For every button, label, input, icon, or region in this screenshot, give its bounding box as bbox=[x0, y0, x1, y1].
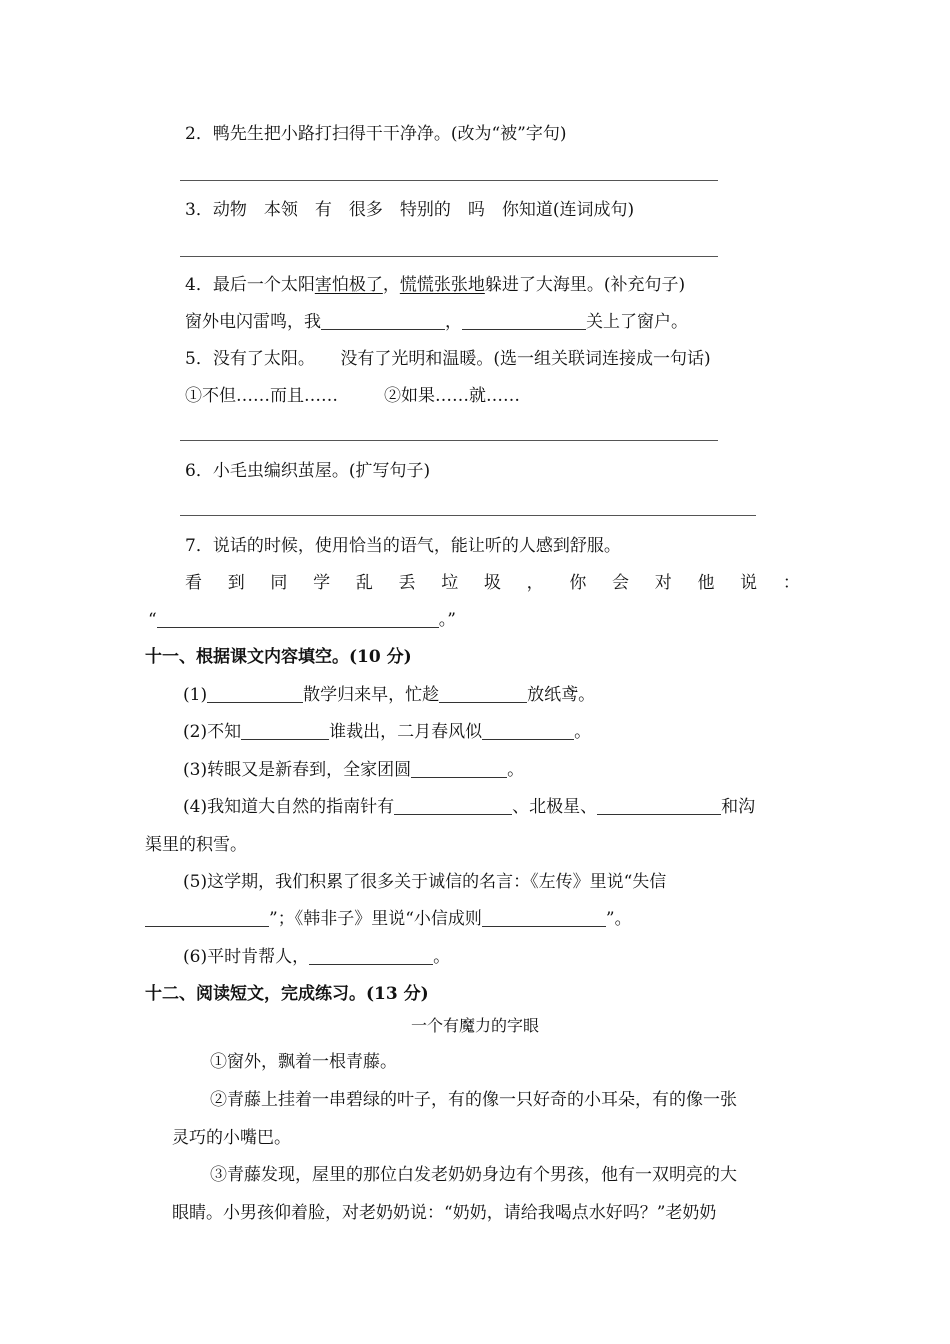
s11-item-1 bbox=[183, 684, 950, 706]
question-3: 3．动物 本领 有 很多 特别的 吗 你知道(连词成句) bbox=[185, 200, 635, 220]
q7-char: 同 bbox=[270, 573, 288, 593]
s11-item-1-num: (1) bbox=[183, 685, 208, 705]
s11-item-3 bbox=[183, 759, 950, 781]
answer-line-q5[interactable] bbox=[180, 440, 718, 441]
q7-char: ， bbox=[526, 573, 544, 593]
s11-item-6-end: 。 bbox=[433, 947, 451, 967]
question-5-options bbox=[185, 385, 950, 407]
blank-s11-3[interactable] bbox=[411, 760, 507, 778]
s11-item-3-end: 。 bbox=[507, 760, 525, 780]
blank-s11-4a[interactable] bbox=[394, 797, 512, 815]
answer-line-q2[interactable] bbox=[180, 180, 718, 181]
q4-underlined-2: 慌慌张张地 bbox=[399, 275, 485, 295]
s11-item-5-text: ”；《韩非子》里说“小信成则 bbox=[269, 909, 482, 929]
blank-s11-1a[interactable] bbox=[207, 685, 303, 703]
s11-item-5-cont bbox=[145, 908, 950, 930]
q7-char: 你 bbox=[569, 573, 587, 593]
q7-char: 会 bbox=[612, 573, 630, 593]
q4-line2-prefix: 窗外电闪雷鸣，我 bbox=[185, 312, 321, 332]
q4-comma: ， bbox=[382, 275, 400, 295]
blank-q4-1[interactable] bbox=[321, 312, 445, 330]
s11-item-4-cont: 渠里的积雪。 bbox=[145, 835, 247, 855]
s11-item-3-text: (3)转眼又是新春到，全家团圆 bbox=[183, 760, 412, 780]
passage-para-2-cont: 灵巧的小嘴巴。 bbox=[172, 1128, 291, 1148]
q7-char: 他 bbox=[697, 573, 715, 593]
question-6: 6．小毛虫编织茧屋。(扩写句子) bbox=[185, 461, 431, 481]
s11-item-5: (5)这学期，我们积累了很多关于诚信的名言：《左传》里说“失信 bbox=[183, 872, 667, 892]
s11-item-6 bbox=[183, 946, 950, 968]
s11-item-4-end: 和沟 bbox=[721, 797, 756, 817]
s11-item-5-end: ”。 bbox=[605, 909, 632, 929]
q5-option-2: ②如果……就…… bbox=[384, 386, 520, 406]
q7-char: 圾 bbox=[483, 573, 501, 593]
question-4 bbox=[185, 274, 950, 296]
section-12-heading: 十二、阅读短文，完成练习。(13 分) bbox=[145, 984, 429, 1004]
passage-para-2: ②青藤上挂着一串碧绿的叶子，有的像一只好奇的小耳朵，有的像一张 bbox=[210, 1090, 737, 1110]
blank-s11-4b[interactable] bbox=[597, 797, 721, 815]
s11-item-2-num: (2)不知 bbox=[183, 722, 242, 742]
question-7-line-3 bbox=[148, 609, 950, 631]
q7-char: 对 bbox=[654, 573, 672, 593]
q7-char: 乱 bbox=[355, 573, 373, 593]
passage-para-3: ③青藤发现，屋里的那位白发老奶奶身边有个男孩，他有一双明亮的大 bbox=[210, 1165, 737, 1185]
q7-close-quote: 。” bbox=[438, 610, 456, 630]
answer-line-q6[interactable] bbox=[180, 515, 756, 516]
s11-item-2-end: 。 bbox=[574, 722, 592, 742]
q7-char: 垃 bbox=[441, 573, 459, 593]
passage-title: 一个有魔力的字眼 bbox=[410, 1016, 539, 1035]
q7-char: 学 bbox=[313, 573, 331, 593]
question-5: 5．没有了太阳。 没有了光明和温暖。(选一组关联词连接成一句话) bbox=[185, 349, 711, 369]
passage-para-3-cont: 眼睛。小男孩仰着脸，对老奶奶说：“奶奶，请给我喝点水好吗？”老奶奶 bbox=[172, 1203, 717, 1223]
q7-open-quote: “ bbox=[148, 610, 157, 630]
question-4-line-2 bbox=[185, 311, 950, 333]
question-7: 7．说话的时候，使用恰当的语气，能让听的人感到舒服。 bbox=[185, 536, 621, 556]
blank-s11-1b[interactable] bbox=[439, 685, 527, 703]
question-7-line-2 bbox=[185, 572, 800, 594]
question-2: 2．鸭先生把小路打扫得干干净净。(改为“被”字句) bbox=[185, 124, 567, 144]
s11-item-6-text: (6)平时肯帮人， bbox=[183, 947, 310, 967]
s11-item-2-text: 谁裁出，二月春风似 bbox=[329, 722, 483, 742]
s11-item-4-mid: 、北极星、 bbox=[512, 797, 598, 817]
q4-underlined-1: 害怕极了 bbox=[314, 275, 383, 295]
q4-line2-suffix: 关上了窗户。 bbox=[586, 312, 688, 332]
q7-char: 到 bbox=[227, 573, 245, 593]
s11-item-1-end: 放纸鸢。 bbox=[527, 685, 596, 705]
s11-item-1-text: 散学归来早，忙趁 bbox=[303, 685, 440, 705]
blank-s11-5b[interactable] bbox=[482, 909, 606, 927]
s11-item-4 bbox=[183, 796, 950, 818]
answer-line-q3[interactable] bbox=[180, 256, 718, 257]
q7-char: 丢 bbox=[398, 573, 416, 593]
s11-item-2 bbox=[183, 721, 950, 743]
passage-para-1: ①窗外，飘着一根青藤。 bbox=[210, 1052, 397, 1072]
blank-q7[interactable] bbox=[157, 610, 439, 628]
blank-s11-2b[interactable] bbox=[482, 722, 574, 740]
q4-suffix: 躲进了大海里。(补充句子) bbox=[484, 275, 686, 295]
q7-char: ： bbox=[782, 573, 800, 593]
q5-option-1: ①不但……而且…… bbox=[185, 386, 338, 406]
q4-prefix: 4．最后一个太阳 bbox=[185, 275, 315, 295]
section-11-heading: 十一、根据课文内容填空。(10 分) bbox=[145, 647, 412, 667]
blank-s11-2a[interactable] bbox=[241, 722, 329, 740]
q4-line2-comma: ， bbox=[445, 312, 462, 332]
q7-char: 说 bbox=[740, 573, 758, 593]
blank-q4-2[interactable] bbox=[462, 312, 586, 330]
q7-char: 看 bbox=[185, 573, 202, 593]
blank-s11-6[interactable] bbox=[309, 947, 433, 965]
blank-s11-5a[interactable] bbox=[145, 909, 269, 927]
s11-item-4-text: (4)我知道大自然的指南针有 bbox=[183, 797, 395, 817]
